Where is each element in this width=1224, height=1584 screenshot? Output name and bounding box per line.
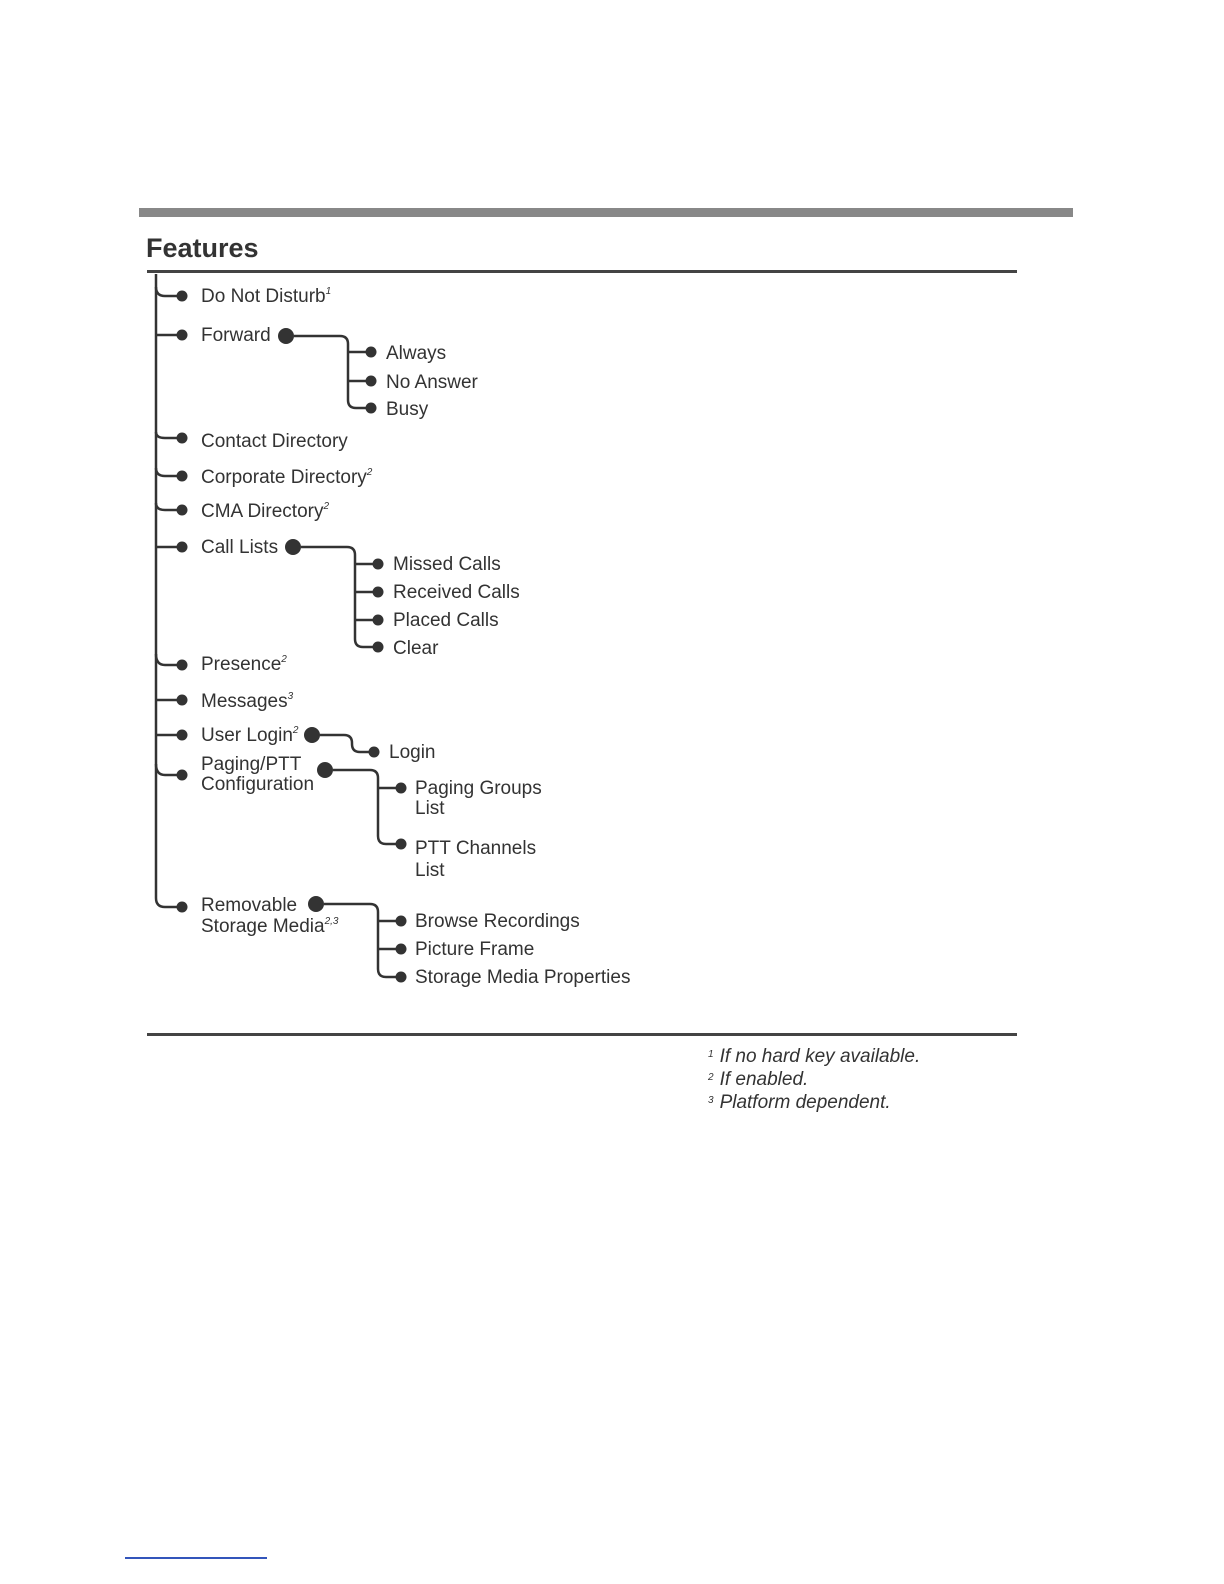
- footnote-3-text: Platform dependent.: [719, 1092, 891, 1113]
- bullet-paging-groups: [396, 783, 407, 794]
- item-removable-storage-line1[interactable]: Removable: [201, 895, 298, 916]
- bullet-call-lists: [177, 542, 188, 553]
- submenu-lines-call-lists: [301, 547, 373, 647]
- submenu-lines-paging-ptt: [333, 770, 396, 844]
- bullet-removable-storage: [177, 902, 188, 913]
- subitem-busy[interactable]: Busy: [386, 399, 429, 420]
- connector-do-not-disturb: [156, 287, 180, 296]
- bullet-clear: [373, 642, 384, 653]
- subitem-placed-calls[interactable]: Placed Calls: [393, 610, 499, 631]
- footnote-1-mark: 1: [708, 1049, 714, 1060]
- subitem-paging-groups-line2[interactable]: List: [415, 798, 445, 819]
- item-presence-sup: 2: [281, 654, 287, 665]
- bullet-ptt-channels: [396, 839, 407, 850]
- item-presence[interactable]: [201, 654, 287, 675]
- bullet-no-answer: [366, 376, 377, 387]
- bullet-corporate-directory: [177, 471, 188, 482]
- item-do-not-disturb-label: Do Not Disturb: [201, 286, 326, 307]
- connector-cma-directory: [156, 503, 180, 510]
- subitem-storage-media-properties[interactable]: Storage Media Properties: [415, 967, 631, 988]
- item-call-lists[interactable]: Call Lists: [201, 537, 279, 558]
- subitem-ptt-channels-line2[interactable]: List: [415, 860, 445, 881]
- item-messages-sup: 3: [287, 691, 294, 702]
- submenu-lines-removable-storage: [324, 904, 396, 977]
- item-user-login-label: User Login: [201, 725, 293, 746]
- submenu-node-forward: [278, 328, 294, 344]
- item-removable-storage-label: Storage Media: [201, 916, 325, 937]
- item-corporate-directory-label: Corporate Directory: [201, 467, 367, 488]
- item-cma-directory-label: CMA Directory: [201, 501, 324, 522]
- subitem-received-calls[interactable]: Received Calls: [393, 582, 520, 603]
- submenu-node-paging-ptt: [317, 762, 333, 778]
- footnote-2-text: If enabled.: [719, 1069, 809, 1090]
- connector-paging-ptt: [156, 764, 180, 775]
- section-title: Features: [146, 233, 259, 263]
- item-do-not-disturb-sup: 1: [325, 286, 332, 297]
- item-forward[interactable]: Forward: [201, 325, 271, 346]
- bullet-picture-frame: [396, 944, 407, 955]
- footnote-3-mark: 3: [708, 1095, 714, 1106]
- item-user-login-sup: 2: [292, 725, 299, 736]
- item-cma-directory-sup: 2: [323, 501, 330, 512]
- subitem-clear[interactable]: Clear: [393, 638, 439, 659]
- subitem-picture-frame[interactable]: Picture Frame: [415, 939, 535, 960]
- footnote-3: [708, 1091, 920, 1114]
- bullet-missed-calls: [373, 559, 384, 570]
- footnote-1: [708, 1045, 920, 1068]
- item-removable-storage-line2[interactable]: [201, 916, 339, 937]
- bullet-messages: [177, 695, 188, 706]
- bullet-cma-directory: [177, 505, 188, 516]
- subitem-missed-calls[interactable]: Missed Calls: [393, 554, 501, 575]
- connector-presence: [156, 654, 180, 665]
- submenu-lines-forward: [294, 336, 366, 408]
- connector-corporate-directory: [156, 468, 180, 476]
- bullet-do-not-disturb: [177, 291, 188, 302]
- item-paging-ptt-line1[interactable]: Paging/PTT: [201, 754, 302, 775]
- item-cma-directory[interactable]: [201, 501, 329, 522]
- item-messages-label: Messages: [201, 691, 288, 712]
- connector-contact-directory: [156, 432, 180, 438]
- trunk-line: [156, 274, 180, 907]
- subitem-no-answer[interactable]: No Answer: [386, 372, 478, 393]
- bullet-presence: [177, 660, 188, 671]
- submenu-lines-user-login: [320, 735, 369, 752]
- item-user-login[interactable]: [201, 725, 299, 746]
- bullet-user-login: [177, 730, 188, 741]
- item-do-not-disturb[interactable]: [201, 286, 331, 307]
- footnote-2: [708, 1068, 920, 1091]
- item-paging-ptt-line2[interactable]: Configuration: [201, 774, 315, 795]
- bullet-placed-calls: [373, 615, 384, 626]
- item-presence-label: Presence: [201, 654, 282, 675]
- footnote-1-text: If no hard key available.: [719, 1046, 921, 1067]
- bullet-storage-media-properties: [396, 972, 407, 983]
- item-messages[interactable]: [201, 691, 294, 712]
- subitem-browse-recordings[interactable]: Browse Recordings: [415, 911, 580, 932]
- subitem-login[interactable]: Login: [389, 742, 436, 763]
- submenu-node-user-login: [304, 727, 320, 743]
- bullet-login: [369, 747, 380, 758]
- bullet-always: [366, 347, 377, 358]
- item-removable-storage-sup: 2,3: [324, 916, 339, 927]
- bullet-paging-ptt: [177, 770, 188, 781]
- bullet-forward: [177, 330, 188, 341]
- subitem-ptt-channels-line1[interactable]: PTT Channels: [415, 838, 537, 859]
- item-corporate-directory[interactable]: [201, 467, 373, 488]
- footnote-2-mark: 2: [708, 1072, 714, 1083]
- bullet-browse-recordings: [396, 916, 407, 927]
- subitem-always[interactable]: Always: [386, 343, 447, 364]
- item-corporate-directory-sup: 2: [366, 467, 373, 478]
- bottom-link-underline[interactable]: [125, 1557, 267, 1559]
- submenu-node-call-lists: [285, 539, 301, 555]
- submenu-node-removable-storage: [308, 896, 324, 912]
- bottom-rule: [147, 1033, 1017, 1036]
- subitem-paging-groups-line1[interactable]: Paging Groups: [415, 778, 542, 799]
- bullet-busy: [366, 403, 377, 414]
- item-contact-directory[interactable]: Contact Directory: [201, 431, 348, 452]
- bullet-contact-directory: [177, 433, 188, 444]
- bullet-received-calls: [373, 587, 384, 598]
- footnotes: [708, 1045, 920, 1114]
